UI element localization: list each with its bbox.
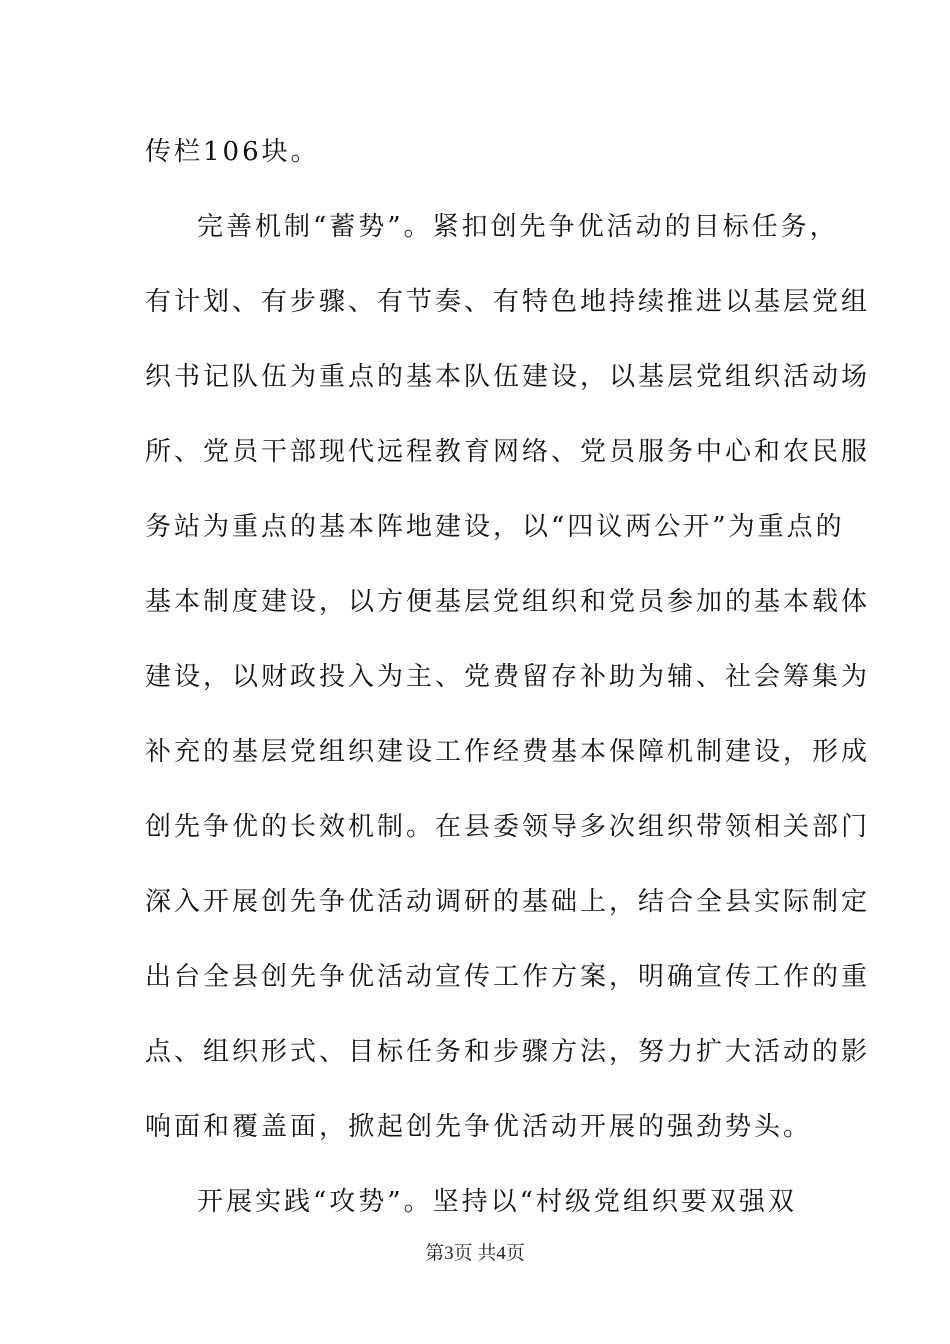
- body-text-line: 创先争优的长效机制。在县委领导多次组织带领相关部门: [145, 812, 871, 842]
- body-text-line: 所、党员干部现代远程教育网络、党员服务中心和农民服: [145, 437, 871, 467]
- body-text-line: 响面和覆盖面，掀起创先争优活动开展的强劲势头。: [145, 1112, 813, 1142]
- body-text-line: 补充的基层党组织建设工作经费基本保障机制建设，形成: [145, 737, 871, 767]
- body-text-line: 深入开展创先争优活动调研的基础上，结合全县实际制定: [145, 887, 871, 917]
- paragraph-first-line: 完善机制“蓄势”。紧扣创先争优活动的目标任务，: [197, 212, 839, 242]
- body-text-line: 务站为重点的基本阵地建设，以“四议两公开”为重点的: [145, 512, 845, 542]
- body-text-line: 有计划、有步骤、有节奏、有特色地持续推进以基层党组: [145, 287, 871, 317]
- paragraph-first-line: 开展实践“攻势”。坚持以“村级党组织要双强双: [197, 1187, 797, 1217]
- body-text-line: 基本制度建设，以方便基层党组织和党员参加的基本载体: [145, 587, 871, 617]
- body-text-line: 出台全县创先争优活动宣传工作方案，明确宣传工作的重: [145, 962, 871, 992]
- body-text-line: 织书记队伍为重点的基本队伍建设，以基层党组织活动场: [145, 362, 871, 392]
- body-text-line: 点、组织形式、目标任务和步骤方法，努力扩大活动的影: [145, 1037, 871, 1067]
- body-text-line: 建设，以财政投入为主、党费留存补助为辅、社会筹集为: [145, 662, 871, 692]
- body-text-line: 传栏106块。: [145, 137, 320, 167]
- page-number-footer: 第3页 共4页: [425, 1243, 525, 1264]
